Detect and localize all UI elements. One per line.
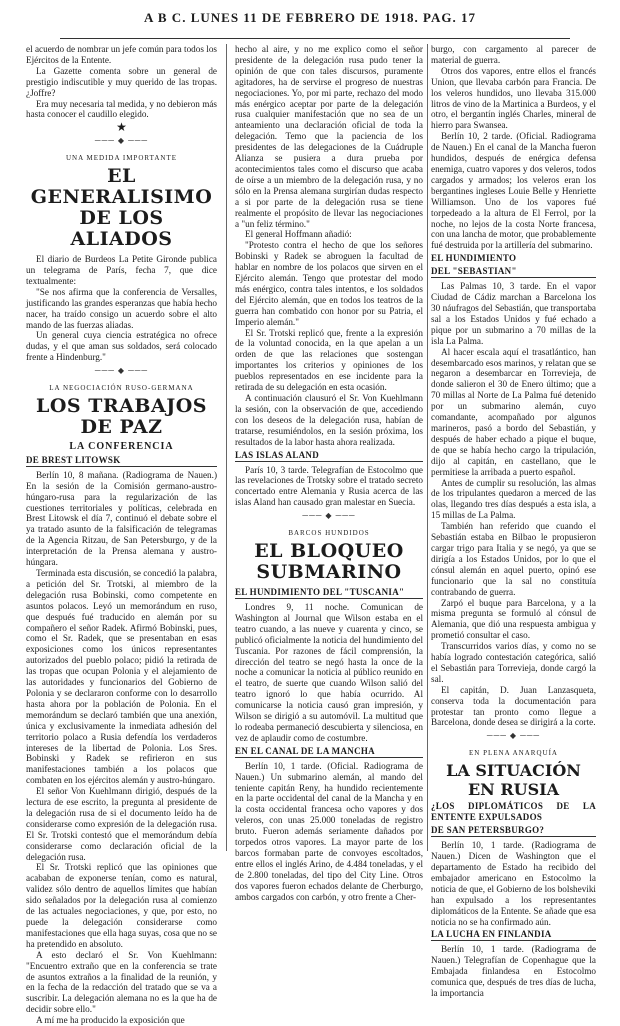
paragraph: La Gazette comenta sobre un general de prestigio indiscutible y muy querido de las tropas. ¿Joffre? bbox=[26, 65, 217, 98]
paragraph: El señor Von Kuehlmann dirigió, después de la lectura de ese escrito, la pregunta al presidente de la delegación rusa de si el documento leído ha de considerarse como expresión de la delegación rusa. El Sr. Trotski contestó que el memorándum debía considerarse como declaración oficial de la delegación rusa. bbox=[26, 786, 217, 862]
paragraph: Al hacer escala aquí el trasatlántico, han desembarcado esos marinos, y relatan que se negaron a desembarcar en Torrevieja, de donde salieron el 30 de Enero último; que a 70 millas al Norte de La Palma fué detenido por un submarino alemán, cuyo comandante, acompañado por algunos marineros, pasó a bordo del Sebastián, y después de haber echado a pique el buque, de que se había hecho cargo la tripulación, dijo al capitán, en castellano, que le permitiese la arribada a puerto español. bbox=[431, 346, 596, 477]
ornament-divider: ─── ◆ ─── bbox=[302, 511, 356, 521]
ornament-divider: ─── ◆ ─── bbox=[486, 731, 541, 741]
subheading: LA LUCHA EN FINLANDIA bbox=[431, 929, 596, 941]
paragraph: Otros dos vapores, entre ellos el francés Union, que llevaba carbón para Francia. De los veleros hundidos, uno llevaba 315.000 litros de vino de la Martinica a Burdeos, y el otro, el bergantín inglés Charles, mineral de hierro para Swansea. bbox=[431, 65, 596, 131]
paragraph: Las Palmas 10, 3 tarde. En el vapor Ciudad de Cádiz marchan a Barcelona los 30 náufragos del Sebastián, que transportaba sal a los Estados Unidos y fué echado a pique por un submarino a 70 millas de la isla La Palma. bbox=[431, 281, 596, 346]
paragraph: A continuación clausuró el Sr. Von Kuehlmann la sesión, con la observación de que, accediendo con los deseos de la delegación rusa, habían de tratarse, resumiéndolos, en la sesión próxima, los resultados de la labor hasta ahora realizada. bbox=[235, 393, 423, 447]
header-rule bbox=[60, 38, 570, 39]
section-kicker: UNA MEDIDA IMPORTANTE bbox=[65, 154, 178, 163]
paragraph: Berlín 10, 1 tarde. (Oficial. Radiograma de Nauen.) Un submarino alemán, al mando del teniente capitán Reny, ha hundido recientemente en la parte occidental del canal de la Mancha y en la costa occidental francesa ocho vapores y dos veleros, con unas 25.000 toneladas de registro bruto. Fueron además seriamente dañados por torpedos otros vapores. La mayor parte de los barcos formaban parte de convoyes escoltados, entre ellos el inglés Arino, de 4.484 toneladas, y el de 2.800 toneladas, del tipo del City Line. Otros dos vapores fueron echados delante de Cherburgo, ambos cargados con carbón, y otro frente a Cher- bbox=[235, 760, 423, 902]
subheading: EL HUNDIMIENTO bbox=[431, 253, 517, 264]
paragraph: Terminada esta discusión, se concedió la palabra, a petición del Sr. Trotski, al miembro de la delegación rusa Bobinski, como competente en asuntos polacos. Leyó un memorándum en ruso, que después fué traducido en alemán por su compañero el señor Radek. Afirmó Bobinski, pues, como el Sr. Radek, que se presentaban en esas exposiciones como los únicos representantes autorizados del pueblo polaco; pidió la retirada de las tropas que ocupan Polonia y el alejamiento de las autoridades y funcionarios del Gobierno de Polonia y se declararon conforme con lo desarrollo hasta ahora por la población de Polonia. En el memorándum se declaró también que una anexión, única y exclusivamente la inmediata adhesión del territorio polaco a Rusia defendía los verdaderos intereses de la libertad de Polonia. Los Sres. Bobinski y Radek se refirieron en sus manifestaciones también a los polacos que combaten en los ejércitos alemán y austro-húngaro. bbox=[26, 568, 217, 786]
paragraph: Berlín 10, 1 tarde. (Radiograma de Nauen.) Telegrafían de Copenhague que la Embajada finlandesa en Estocolmo comunica que, después de tres días de lucha, la importancia bbox=[431, 944, 596, 999]
subheading: LA CONFERENCIA bbox=[69, 440, 174, 452]
paragraph: Berlín 10, 2 tarde. (Oficial. Radiograma de Nauen.) En el canal de la Mancha fueron hundidos, después de enérgica defensa enemiga, cuatro vapores y dos veleros, todos cargados y armados; los veleros eran los bergantines ingleses Louie Belle y Henriette Williamson. Uno de los vapores fué torpedeado a la altura de El Ferrol, por la noche, no lejos de la costa Norte francesa, con una lancha de motor, que probablemente fué destruida por la artillería del submarino. bbox=[431, 131, 596, 251]
paragraph: A mí me ha producido la exposición que bbox=[36, 1015, 185, 1026]
paragraph: Berlín 10, 8 mañana. (Radiograma de Nauen.) En la sesión de la Comisión germano-austro-húngaro-rusa para la regularización de las cuestiones territoriales y políticas, celebrada en Brest Litowsk el día 7, continuó el debate sobre el ya tratado asunto de la falsificación de telegramas de la Agencia Ritzau, de San Petersburgo, y de la interpretación de la Prensa alemana y austro-húngara. bbox=[26, 469, 217, 568]
paragraph: Londres 9, 11 noche. Comunican de Washington al Journal que Wilson estaba en el teatro cuando, a las nueve y cuarenta y cinco, se publicó oficialmente la noticia del hundimiento del Tuscania. Por razones de fácil comprensión, la dirección del teatro se negó hasta la once de la noche a comunicar la noticia al público reunido en el teatro, de suerte que cuando Wilson salió del teatro ignoró lo que había ocurrido. Al comunicarse la noticia causó gran impresión, y Wilson se dirigió a su automóvil. La multitud que lo rodeaba permaneció descubierta y silenciosa, en vez de aplaudir como de costumbre. bbox=[235, 601, 423, 743]
paragraph: París 10, 3 tarde. Telegrafían de Estocolmo que las revelaciones de Trotsky sobre el tratado secreto concertado entre Alemania y Rusia acerca de las islas Aland han causado gran malestar en Suecia. bbox=[235, 464, 423, 508]
article-continuation: hecho al aire, y no me explico como el señor presidente de la delegación rusa pudo tener la opinión de que con tales discursos, puramente agitadores, ha de servirse el progreso de nuestras negociaciones. Yo, por mi parte, rechazo del modo más enérgico aceptar por parte de la delegación rusa cualquier manifestación que no sea de un anteamiento una declaración oficial de toda la delegación. Temo que la paciencia de los presidentes de las delegaciones de la Cuádruple Alianza se pusiera a dura prueba por acontecimientos tales como el discurso que acaba de oírse a un miembro de la delegación rusa, y no sólo en la Prensa alemana surgirían dudas respecto a si por parte de la delegación rusa se tiene realmente el propósito de llevar las negociaciones a "un feliz término." bbox=[235, 44, 423, 229]
paragraph: "Protesto contra el hecho de que los señores Bobinski y Radek se abroguen la facultad de hablar en nombre de los polacos que sirven en el Ejército alemán. Tengo que protestar del modo más enérgico, contra tales intentos, e los soldados del Ejército alemán, que en todos los teatros de la guerra han combatido con honor por su Patria, el Imperio alemán." bbox=[235, 240, 423, 327]
headline-generalisimo: EL GENERALISIMO DE LOS ALIADOS bbox=[30, 165, 213, 251]
column-3 bbox=[431, 44, 596, 999]
section-kicker: EN PLENA ANARQUÍA bbox=[469, 749, 558, 758]
star-ornament: ★ bbox=[116, 120, 127, 135]
paragraph: El diario de Burdeos La Petite Gironde publica un telegrama de París, fecha 7, que dice textualmente: bbox=[26, 254, 217, 286]
article-continuation: el acuerdo de nombrar un jefe común para todos los Ejércitos de la Entente. bbox=[26, 44, 217, 65]
subheading: LAS ISLAS ALAND bbox=[235, 450, 423, 462]
paragraph: El Sr. Trotski replicó que las opiniones que acababan de exponerse tenían, como es natural, validez sólo dentro de aquellos límites que habían sido señalados por la delegación rusa al comienzo de las actuales negociaciones, y que, por esto, no puede la delegación considerarse como manifestaciones que ella haga suyas, cosa que no se ha pretendido en absoluto. bbox=[26, 862, 217, 949]
paragraph: El Sr. Trotski replicó que, frente a la expresión de la voluntad conocida, en la que apelan a un orden de que las relaciones que sostengan importantes los criterios y opiniones de los pueblos representados en ese incidente para la retirada de su delegación en esta ocasión. bbox=[235, 327, 423, 393]
column-1 bbox=[26, 44, 217, 1026]
ornament-divider: ─── ◆ ─── bbox=[94, 136, 149, 146]
column-divider-2 bbox=[427, 44, 428, 851]
article-continuation: burgo, con cargamento al parecer de material de guerra. bbox=[431, 44, 596, 65]
paragraph: Antes de cumplir su resolución, las almas de los tripulantes quedaron a merced de las olas, llegando tres días después a esta isla, a 15 millas de La Palma. bbox=[431, 477, 596, 521]
subheading: DE SAN PETERSBURGO? bbox=[431, 825, 596, 837]
paragraph: El capitán, D. Juan Lanzasqueta, conserva toda la documentación para protestar tan pronto como llegue a Barcelona, donde desea se dirigirá a la corte. bbox=[431, 684, 596, 728]
headline-bloqueo: EL BLOQUEO SUBMARINO bbox=[254, 539, 404, 583]
section-kicker: LA NEGOCIACIÓN RUSO-GERMANA bbox=[49, 384, 194, 393]
paragraph: "Se nos afirma que la conferencia de Versalles, justificando las grandes esperanzas que había hecho nacer, ha traído consigo un acuerdo sobre el alto mando de las fuerzas aliadas. bbox=[26, 286, 217, 330]
subheading: ¿LOS DIPLOMÁTICOS DE LA ENTENTE EXPULSADOS bbox=[431, 801, 596, 823]
paragraph: Era muy necesaria tal medida, y no debieron más hasta conocer el caudillo elegido. bbox=[26, 98, 217, 120]
paragraph: Transcurridos varios días, y como no se había logrado contestación categórica, salió el Sebastián para Torrevieja, donde cargó la sal. bbox=[431, 641, 596, 684]
subheading: EL HUNDIMIENTO DEL "TUSCANIA" bbox=[235, 587, 423, 599]
ornament-divider: ─── ◆ ─── bbox=[94, 366, 149, 376]
subheading: EN EL CANAL DE LA MANCHA bbox=[235, 746, 423, 758]
paragraph: El general Hoffmann añadió: bbox=[245, 229, 352, 240]
headline-trabajos-paz: LOS TRABAJOS DE PAZ bbox=[36, 394, 207, 438]
subheading: DE BREST LITOWSK bbox=[26, 455, 217, 467]
section-kicker: BARCOS HUNDIDOS bbox=[288, 529, 370, 538]
paragraph: A esto declaró el Sr. Von Kuehlmann: "Encuentro extraño que en la conferencia se trate de asuntos extraños a la finalidad de la reunión, y en la fecha de la redacción del tratado que se va a suscribir. La delegación alemana no es la que ha de decidir sobre ello." bbox=[26, 949, 217, 1015]
subheading: DEL "SEBASTIAN" bbox=[431, 266, 596, 278]
paragraph: Berlín 10, 1 tarde. (Radiograma de Nauen.) Dicen de Washington que el departamento de Estado ha recibido del embajador americano en Estocolmo la noticia de que, el Gobierno de los bolsheviki han expulsado a los representantes diplomáticos de la Entente. Se añade que esa noticia no se ha confirmado aún. bbox=[431, 840, 596, 927]
column-2 bbox=[235, 44, 423, 902]
paragraph: Un general cuya ciencia estratégica no ofrece dudas, y el que aman sus soldados, será colocado frente a Hindenburg." bbox=[26, 330, 217, 363]
column-divider-1 bbox=[226, 44, 227, 851]
paragraph: También han referido que cuando el Sebastián estaba en Bilbao le propusieron cargar trigo para Italia y se negó, ya que se dirigía a los Estados Unidos, por lo que el cónsul alemán en aquel puerto, opinó ese funcionario que la sal no constituía contrabando de guerra. bbox=[431, 521, 596, 597]
masthead bbox=[20, 4, 600, 36]
paragraph: Zarpó el buque para Barcelona, y a la misma pregunta se formuló al cónsul de Alemania, que dió una respuesta ambigua y prometió consultar el caso. bbox=[431, 597, 596, 641]
page-header: A B C. LUNES 11 DE FEBRERO DE 1918. PAG. 17 bbox=[143, 10, 477, 25]
headline-situacion-rusia: LA SITUACIÓN EN RUSIA bbox=[446, 761, 581, 800]
